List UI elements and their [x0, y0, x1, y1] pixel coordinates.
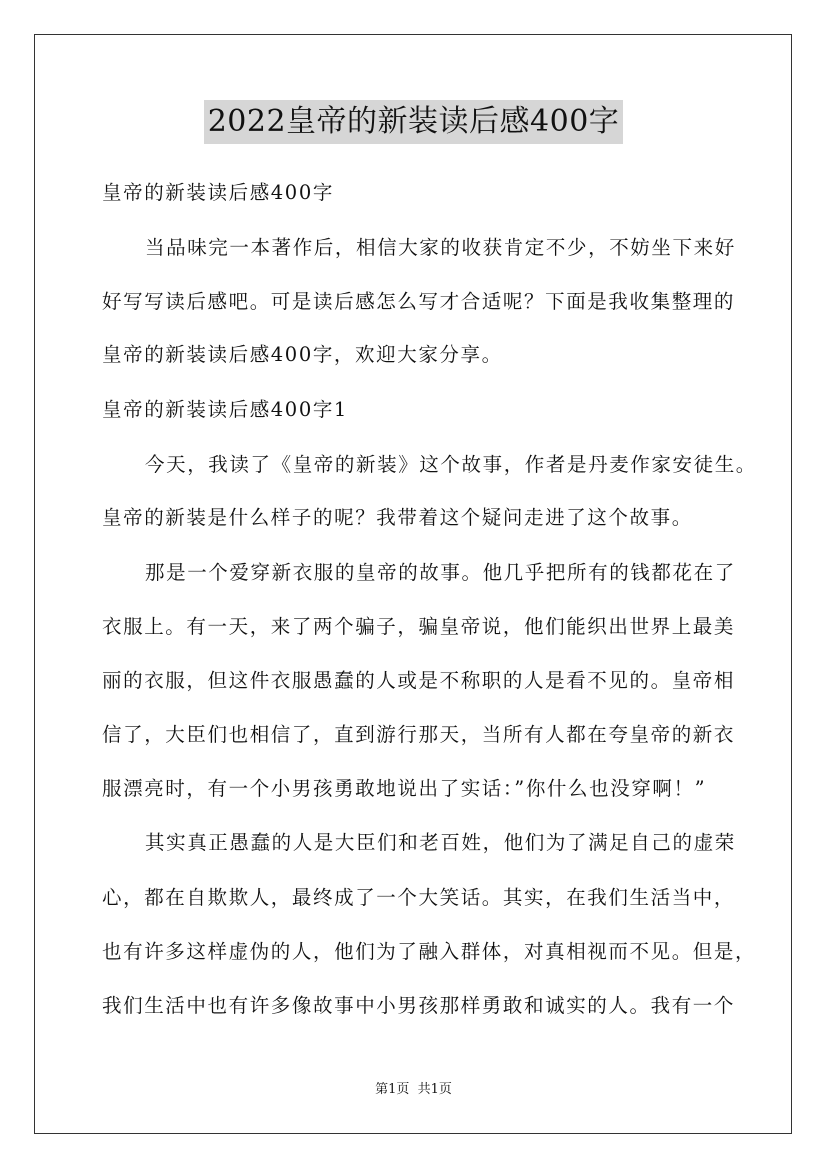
paragraph-line: 信了，大臣们也相信了，直到游行那天，当所有人都在夸皇帝的新衣 — [102, 723, 736, 746]
paragraph-line: 心，都在自欺欺人，最终成了一个大笑话。其实，在我们生活当中， — [102, 886, 736, 909]
paragraph-line: 好写写读后感吧。可是读后感怎么写才合适呢？下面是我收集整理的 — [102, 290, 736, 313]
paragraph-line: 其实真正愚蠢的人是大臣们和老百姓，他们为了满足自己的虚荣 — [145, 831, 736, 854]
paragraph-line: 丽的衣服，但这件衣服愚蠢的人或是不称职的人是看不见的。皇帝相 — [102, 669, 736, 692]
paragraph-line: 那是一个爱穿新衣服的皇帝的故事。他几乎把所有的钱都花在了 — [145, 561, 736, 584]
document-title — [0, 100, 827, 148]
paragraph-line: 也有许多这样虚伪的人，他们为了融入群体，对真相视而不见。但是， — [102, 940, 757, 963]
paragraph-line: 服漂亮时，有一个小男孩勇敢地说出了实话：”你什么也没穿啊！” — [102, 777, 707, 800]
paragraph-line: 我们生活中也有许多像故事中小男孩那样勇敢和诚实的人。我有一个 — [102, 994, 736, 1017]
page-footer — [0, 1081, 827, 1099]
paragraph-line: 当品味完一本著作后，相信大家的收获肯定不少，不妨坐下来好 — [145, 236, 736, 259]
subtitle-line: 皇帝的新装读后感400字 — [102, 181, 334, 204]
paragraph-line: 衣服上。有一天，来了两个骗子，骗皇帝说，他们能织出世界上最美 — [102, 615, 736, 638]
paragraph-line: 皇帝的新装读后感400字，欢迎大家分享。 — [102, 343, 503, 366]
page-number: 第1页 — [375, 1082, 410, 1097]
title-text: 2022皇帝的新装读后感400字 — [204, 100, 624, 144]
paragraph-line: 皇帝的新装是什么样子的呢？我带着这个疑问走进了这个故事。 — [102, 506, 693, 529]
page-total: 共1页 — [417, 1082, 452, 1097]
paragraph-line: 今天，我读了《皇帝的新装》这个故事，作者是丹麦作家安徒生。 — [145, 453, 757, 476]
section-heading: 皇帝的新装读后感400字1 — [102, 398, 348, 421]
